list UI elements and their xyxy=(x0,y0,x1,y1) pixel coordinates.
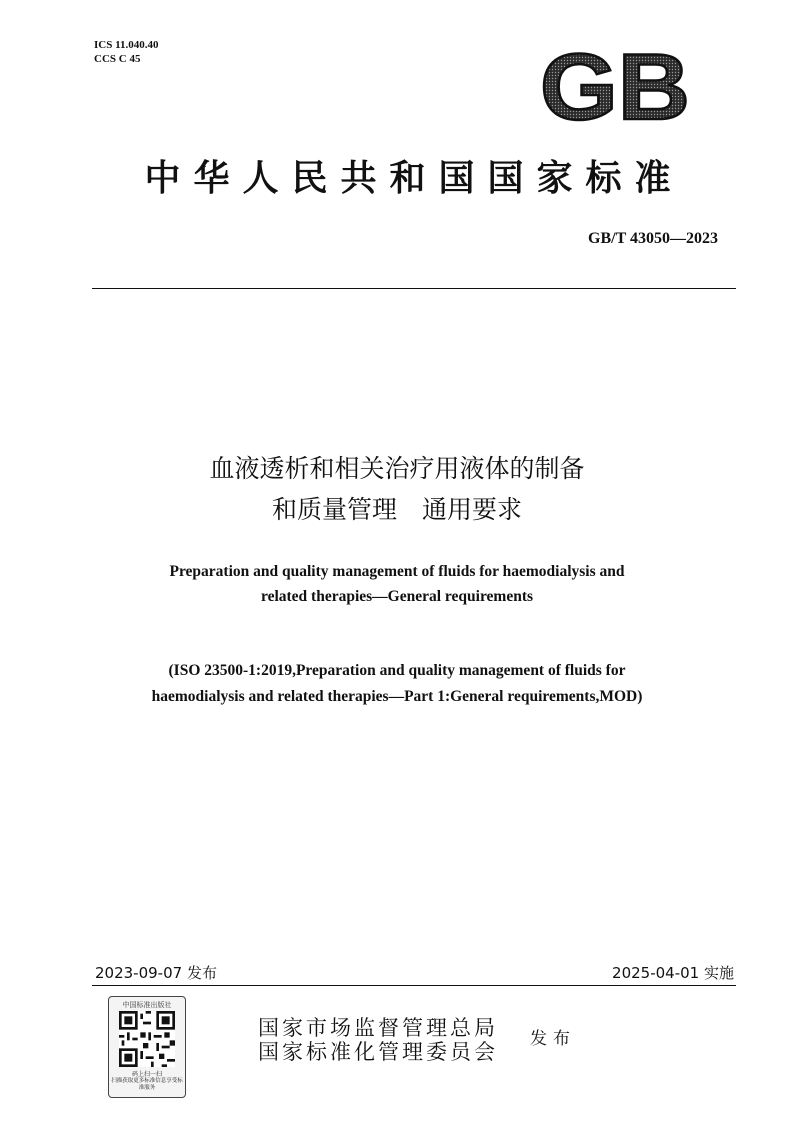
classification-block xyxy=(94,38,159,66)
bottom-divider xyxy=(92,985,736,986)
gb-logo xyxy=(536,47,694,125)
qr-scan-caption: 码上扫一扫 xyxy=(131,1071,162,1078)
publish-label: 发布 xyxy=(530,1029,576,1049)
issue-date: 2023-09-07 发布 xyxy=(95,964,217,982)
qr-code-icon[interactable] xyxy=(119,1011,175,1067)
chinese-title-line-2: 和质量管理 通用要求 xyxy=(271,495,522,524)
ccs-code: CCS C 45 xyxy=(94,53,141,65)
qr-service-caption: 扫描获取更多标准信息享受标准服务 xyxy=(111,1078,183,1091)
implementation-date: 2025-04-01 实施 xyxy=(612,964,734,982)
issuer-samr: 国家市场监督管理总局 xyxy=(258,1016,498,1040)
english-title-line-1: Preparation and quality management of fluids for haemodialysis and xyxy=(169,563,625,580)
top-divider xyxy=(92,288,736,289)
qr-code-badge[interactable] xyxy=(108,996,186,1098)
chinese-title-line-1: 血液透析和相关治疗用液体的制备 xyxy=(209,454,585,483)
gb-logo-text: GB xyxy=(540,47,690,125)
standard-number: GB/T 43050—2023 xyxy=(588,230,718,247)
issuer-sac: 国家标准化管理委员会 xyxy=(258,1040,498,1064)
iso-reference-line-1: (ISO 23500-1:2019,Preparation and quality management of fluids for xyxy=(168,662,626,679)
english-title-line-2: related therapies—General requirements xyxy=(260,588,534,605)
national-standard-title: 中华人民共和国国家标准 xyxy=(144,158,684,199)
qr-publisher-label: 中国标准出版社 xyxy=(122,1001,172,1009)
ics-code: ICS 11.040.40 xyxy=(94,39,159,51)
iso-reference-line-2: haemodialysis and related therapies—Part 1:General requirements,MOD) xyxy=(151,688,643,705)
